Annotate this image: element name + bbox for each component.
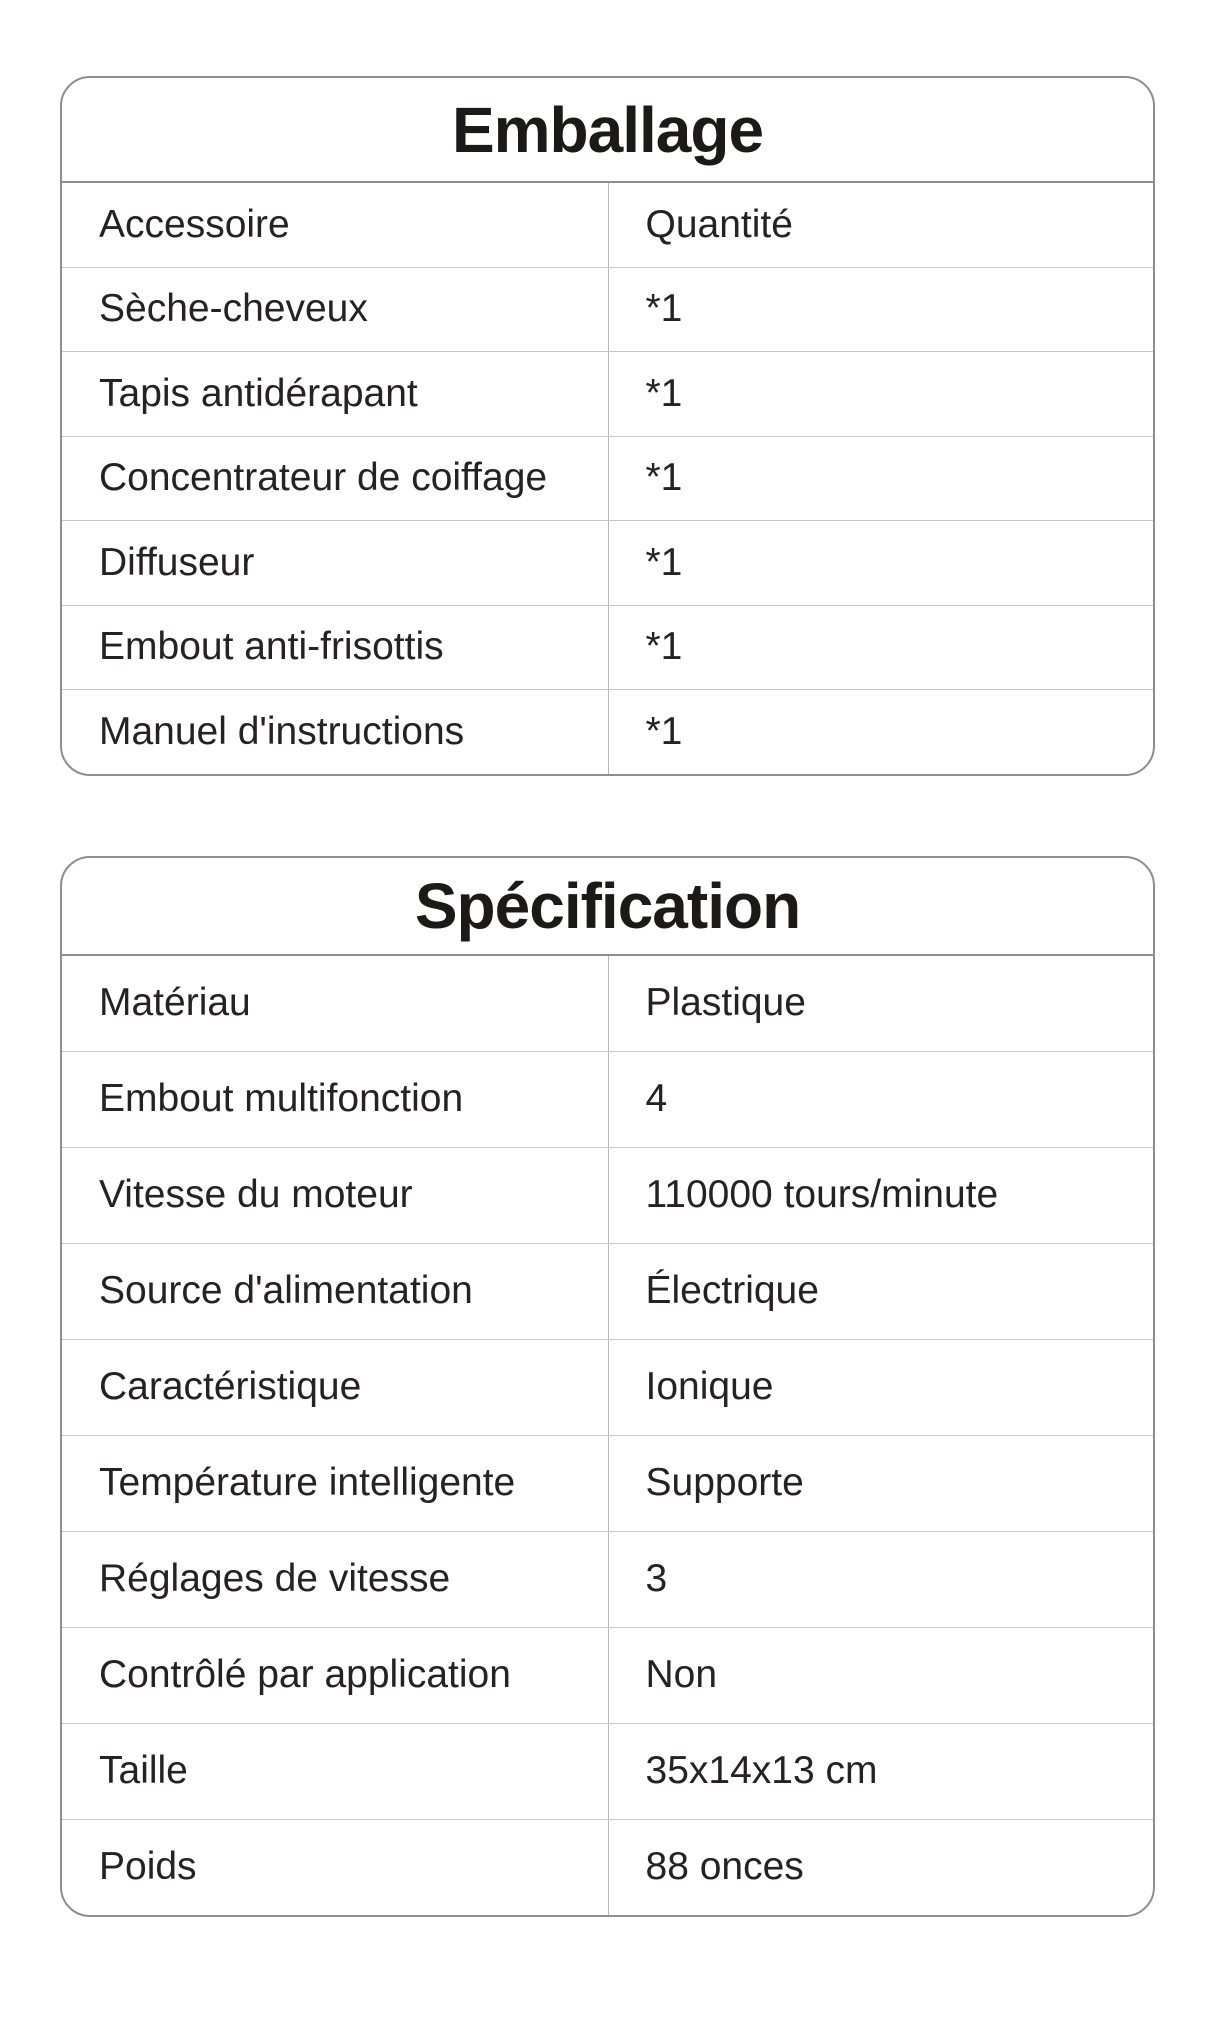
row-label: Manuel d'instructions: [99, 709, 465, 753]
row-value: *1: [608, 352, 1154, 436]
row-label: Caractéristique: [99, 1365, 362, 1408]
specification-table-rows: [62, 956, 1153, 1915]
row-label: Accessoire: [99, 202, 290, 246]
row-value: Supporte: [608, 1436, 1154, 1531]
table-row: [62, 1147, 1153, 1243]
row-value: 4: [608, 1052, 1154, 1147]
table-row: [62, 267, 1153, 352]
row-label: Vitesse du moteur: [99, 1173, 413, 1216]
row-value: *1: [608, 606, 1154, 690]
row-label: Concentrateur de coiffage: [99, 456, 548, 500]
row-value: Électrique: [608, 1244, 1154, 1339]
row-label: Température intelligente: [99, 1461, 516, 1504]
row-value: Ionique: [608, 1340, 1154, 1435]
packaging-table: [60, 76, 1155, 776]
table-row: [62, 1435, 1153, 1531]
table-row: [62, 1819, 1153, 1915]
table-row: [62, 520, 1153, 605]
row-value: 110000 tours/minute: [608, 1148, 1154, 1243]
row-label: Embout multifonction: [99, 1077, 464, 1120]
row-value: Quantité: [608, 183, 1154, 267]
table-row: [62, 1339, 1153, 1435]
row-label: Matériau: [99, 981, 251, 1024]
table-row: [62, 1627, 1153, 1723]
row-label: Diffuseur: [99, 540, 255, 584]
table-row: [62, 436, 1153, 521]
row-label: Sèche-cheveux: [99, 287, 368, 331]
table-row: [62, 689, 1153, 774]
specification-table-title: Spécification: [62, 858, 1153, 956]
table-row: [62, 1243, 1153, 1339]
row-value: 88 onces: [608, 1820, 1154, 1915]
row-label: Contrôlé par application: [99, 1653, 511, 1696]
row-value: *1: [608, 268, 1154, 352]
table-row: [62, 183, 1153, 267]
packaging-table-title: Emballage: [62, 78, 1153, 183]
row-value: Plastique: [608, 956, 1154, 1051]
row-value: *1: [608, 437, 1154, 521]
table-row: [62, 351, 1153, 436]
table-row: [62, 1531, 1153, 1627]
table-row: [62, 956, 1153, 1051]
packaging-table-rows: [62, 183, 1153, 774]
table-row: [62, 605, 1153, 690]
specification-table: [60, 856, 1155, 1917]
row-label: Poids: [99, 1845, 197, 1888]
row-value: *1: [608, 521, 1154, 605]
row-label: Embout anti-frisottis: [99, 625, 444, 669]
table-row: [62, 1723, 1153, 1819]
table-row: [62, 1051, 1153, 1147]
row-label: Réglages de vitesse: [99, 1557, 451, 1600]
row-value: *1: [608, 690, 1154, 774]
row-value: 35x14x13 cm: [608, 1724, 1154, 1819]
row-value: 3: [608, 1532, 1154, 1627]
row-label: Tapis antidérapant: [99, 371, 418, 415]
row-label: Taille: [99, 1749, 188, 1792]
row-label: Source d'alimentation: [99, 1269, 473, 1312]
row-value: Non: [608, 1628, 1154, 1723]
